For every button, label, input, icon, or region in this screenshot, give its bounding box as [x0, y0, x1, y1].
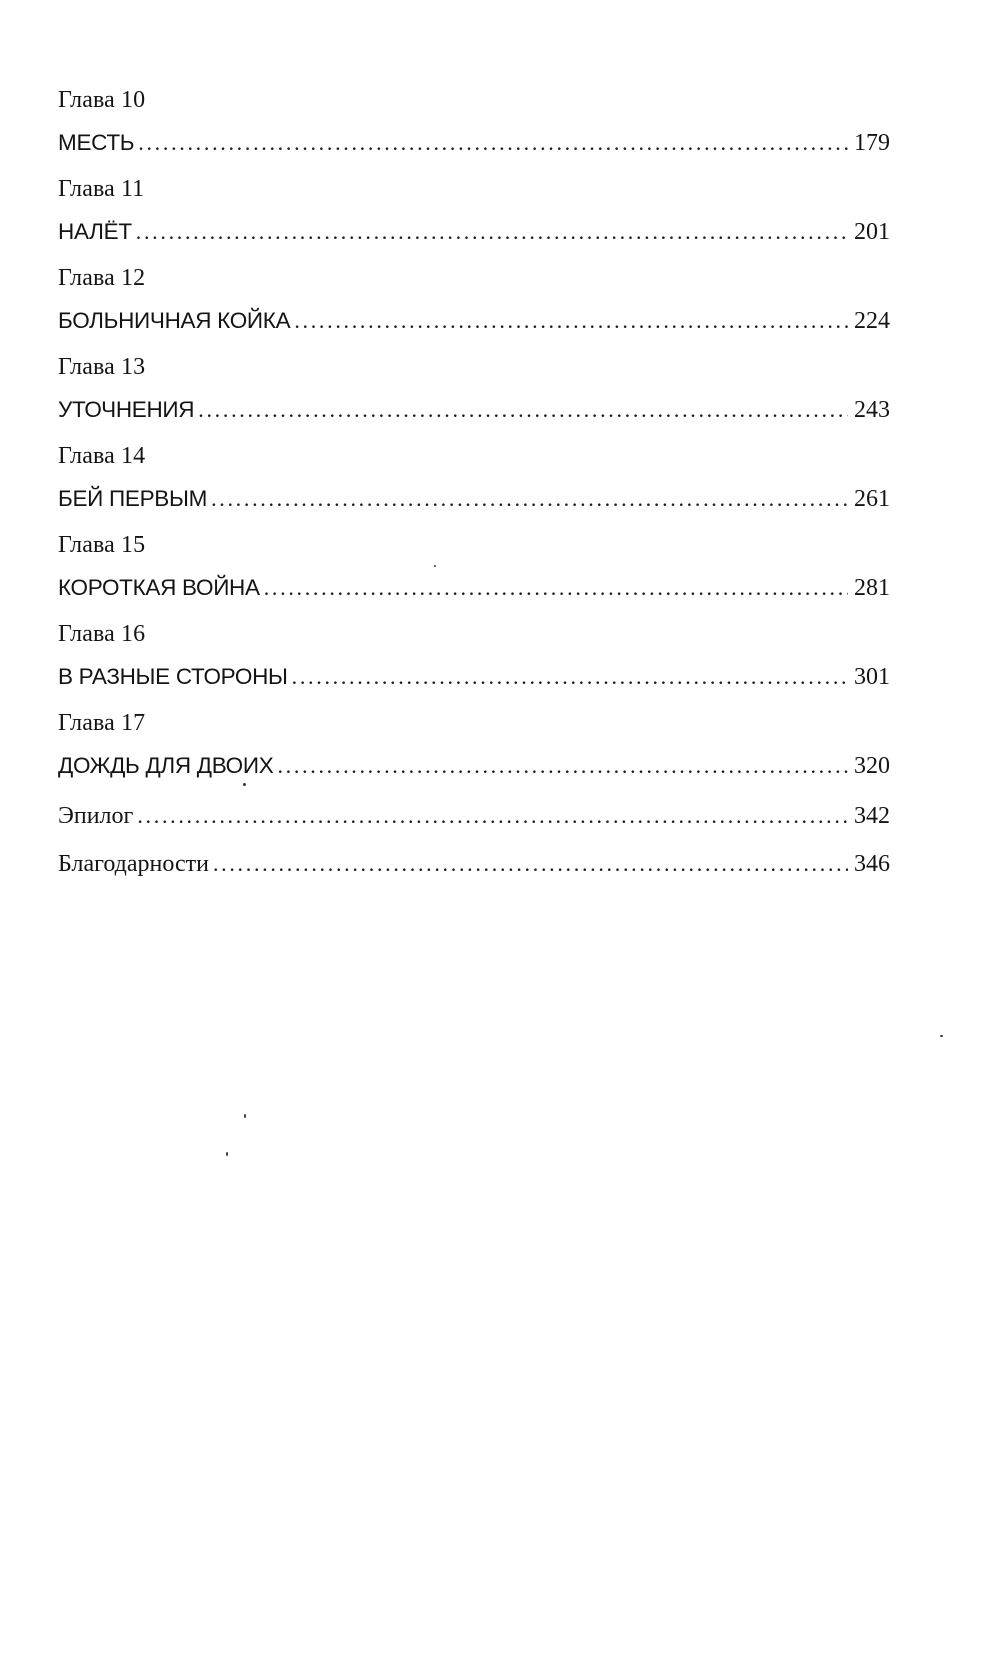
page-number: 281 [854, 575, 890, 601]
toc-chapter-11 [58, 173, 890, 251]
toc-chapter-14 [58, 440, 890, 518]
page-number: 261 [854, 486, 890, 512]
chapter-label: Глава 12 [58, 265, 146, 291]
toc-chapter-10 [58, 84, 890, 162]
dot-leader [213, 845, 848, 883]
chapter-title: ДОЖДЬ ДЛЯ ДВОИХ [58, 753, 274, 778]
toc-entry [58, 391, 890, 429]
page-number: 179 [854, 130, 890, 156]
chapter-label: Глава 11 [58, 176, 145, 202]
dot-leader [292, 658, 848, 696]
page-number: 243 [854, 397, 890, 423]
epilogue-title: Эпилог [58, 803, 134, 829]
toc-chapter-15 [58, 529, 890, 607]
table-of-contents [58, 84, 890, 883]
scan-speck [226, 1152, 228, 1156]
chapter-title: В РАЗНЫЕ СТОРОНЫ [58, 664, 288, 689]
toc-entry-epilogue [58, 797, 890, 835]
chapter-label: Глава 13 [58, 354, 146, 380]
dot-leader [211, 480, 848, 518]
toc-entry-acknowledgements [58, 845, 890, 883]
page-number: 342 [854, 803, 890, 829]
toc-chapter-17 [58, 707, 890, 785]
chapter-title: БЕЙ ПЕРВЫМ [58, 486, 208, 511]
toc-entry [58, 480, 890, 518]
chapter-label: Глава 15 [58, 532, 146, 558]
page-number: 346 [854, 851, 890, 877]
scan-speck [940, 1035, 943, 1037]
page-number: 224 [854, 308, 890, 334]
page-number: 301 [854, 664, 890, 690]
toc-chapter-13 [58, 351, 890, 429]
scan-speck [244, 1114, 246, 1118]
page-number: 201 [854, 219, 890, 245]
acknowledgements-title: Благодарности [58, 851, 209, 877]
dot-leader [264, 569, 848, 607]
chapter-title: НАЛЁТ [58, 219, 132, 244]
page-number: 320 [854, 753, 890, 779]
toc-entry [58, 747, 890, 785]
toc-entry [58, 302, 890, 340]
chapter-title: УТОЧНЕНИЯ [58, 397, 195, 422]
toc-entry [58, 658, 890, 696]
toc-chapter-12 [58, 262, 890, 340]
chapter-title: БОЛЬНИЧНАЯ КОЙКА [58, 308, 291, 333]
dot-leader [277, 747, 848, 785]
chapter-label: Глава 10 [58, 87, 146, 113]
scan-speck [434, 565, 436, 567]
dot-leader [198, 391, 848, 429]
toc-entry [58, 124, 890, 162]
chapter-title: МЕСТЬ [58, 130, 135, 155]
dot-leader [138, 124, 848, 162]
toc-chapter-16 [58, 618, 890, 696]
chapter-label: Глава 14 [58, 443, 146, 469]
chapter-label: Глава 17 [58, 710, 146, 736]
scan-speck [243, 783, 246, 786]
dot-leader [137, 797, 848, 835]
chapter-label: Глава 16 [58, 621, 146, 647]
dot-leader [136, 213, 848, 251]
chapter-title: КОРОТКАЯ ВОЙНА [58, 575, 260, 600]
dot-leader [294, 302, 848, 340]
toc-entry [58, 569, 890, 607]
toc-entry [58, 213, 890, 251]
